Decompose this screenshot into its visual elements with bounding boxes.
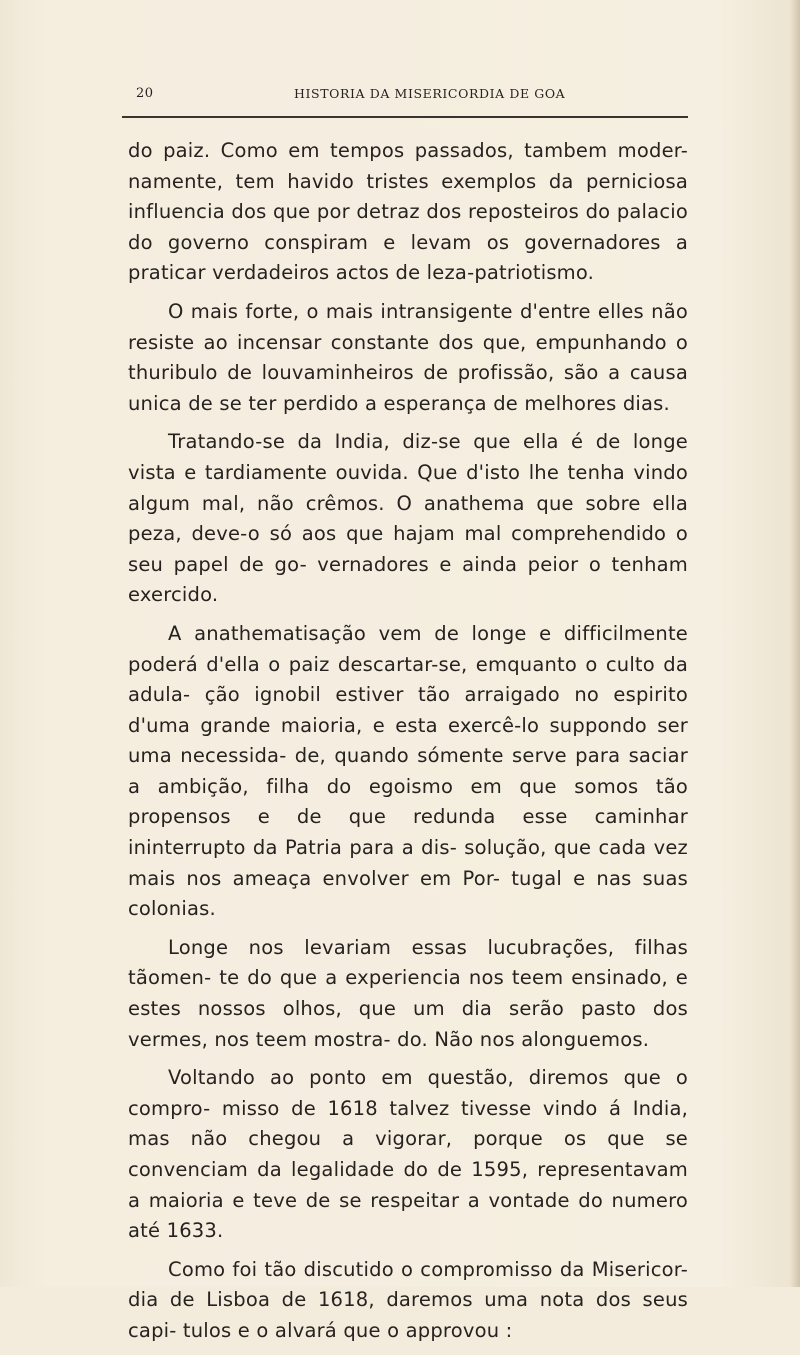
paragraph-1: do paiz. Como em tempos passados, tambem moder- namente, tem havido tristes exemplos da perniciosa influencia dos que por detraz dos reposteiros do palacio do governo conspiram e levam os governadores a praticar verdadeiros actos de leza-patriotismo. [128, 139, 688, 285]
page-number: 20 [136, 86, 154, 101]
body-text [128, 136, 688, 1355]
paragraph-6: Voltando ao ponto em questão, diremos que o compro- misso de 1618 talvez tivesse vindo á India, mas não chegou a vigorar, porque os que se convenciam da legalidade do de 1595, representavam a maioria e teve de se respeitar a vontade do numero até 1633. [128, 1066, 688, 1243]
paragraph-3: Tratando-se da India, diz-se que ella é de longe vista e tardiamente ouvida. Que d'isto lhe tenha vindo algum mal, não crêmos. O anathema que sobre ella peza, deve-o só aos que hajam mal comprehendido o seu papel de go- vernadores e ainda peior o tenham exercido. [128, 430, 688, 607]
paragraph-4: A anathematisação vem de longe e difficilmente poderá d'ella o paiz descartar-se, emquanto o culto da adula- ção ignobil estiver tão arraigado no espirito d'uma grande maioria, e esta exercê-lo suppondo ser uma necessida- de, quando sómente serve para saciar a ambição, filha do egoismo em que somos tão propensos e de que redunda esse caminhar ininterrupto da Patria para a dis- solução, que cada vez mais nos ameaça envolver em Por- tugal e nas suas colonias. [128, 621, 688, 921]
page-header [122, 86, 682, 110]
header-rule [122, 116, 688, 118]
running-title: HISTORIA DA MISERICORDIA DE GOA [294, 86, 566, 101]
page-edge-shadow [790, 0, 800, 1287]
paragraph-7: Como foi tão discutido o compromisso da Misericor- dia de Lisboa de 1618, daremos uma nota dos seus capi- tulos e o alvará que o approvou : [128, 1257, 688, 1342]
paragraph-5: Longe nos levariam essas lucubrações, filhas tãomen- te do que a experiencia nos teem ensinado, e estes nossos olhos, que um dia serão pasto dos vermes, nos teem mostra- do. Não nos alonguemos. [128, 935, 688, 1051]
paragraph-2: O mais forte, o mais intransigente d'entre elles não resiste ao incensar constante dos que, empunhando o thuribulo de louvaminheiros de profissão, são a causa unica de se ter perdido a esperança de melhores dias. [128, 299, 688, 415]
